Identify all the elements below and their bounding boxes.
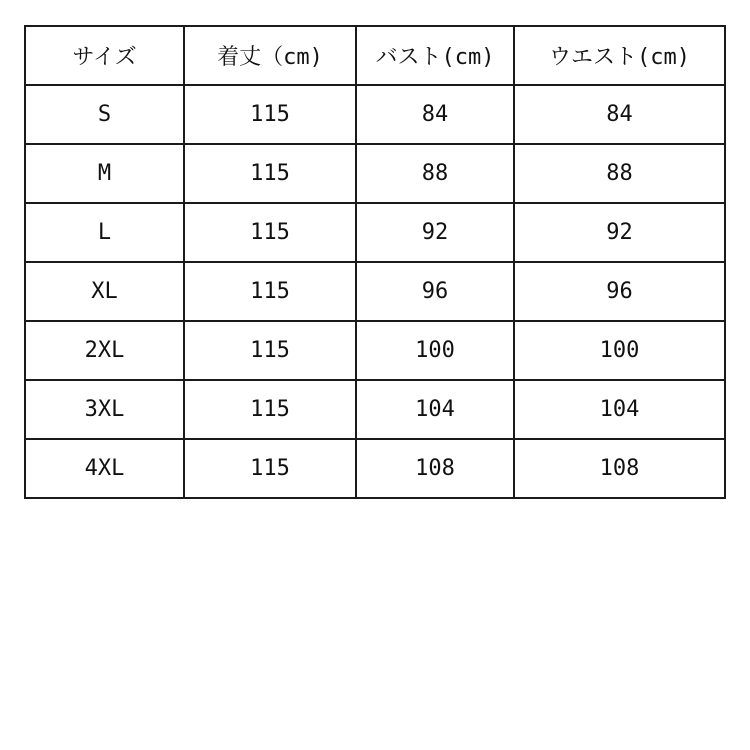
cell-length: 115: [184, 380, 356, 439]
cell-size: L: [25, 203, 184, 262]
header-row: [25, 26, 725, 85]
cell-length: 115: [184, 439, 356, 498]
header-waist: ウエスト(cm): [514, 26, 725, 85]
cell-length: 115: [184, 203, 356, 262]
cell-size: 3XL: [25, 380, 184, 439]
cell-bust: 108: [356, 439, 514, 498]
cell-waist: 108: [514, 439, 725, 498]
cell-length: 115: [184, 262, 356, 321]
cell-size: 2XL: [25, 321, 184, 380]
table-row: [25, 144, 725, 203]
cell-bust: 104: [356, 380, 514, 439]
cell-waist: 100: [514, 321, 725, 380]
table-row: [25, 439, 725, 498]
size-chart-table: [24, 25, 726, 499]
cell-waist: 96: [514, 262, 725, 321]
cell-waist: 92: [514, 203, 725, 262]
cell-bust: 92: [356, 203, 514, 262]
table-row: [25, 85, 725, 144]
header-bust: バスト(cm): [356, 26, 514, 85]
header-size: サイズ: [25, 26, 184, 85]
cell-size: XL: [25, 262, 184, 321]
cell-bust: 84: [356, 85, 514, 144]
cell-waist: 104: [514, 380, 725, 439]
header-length: 着丈（cm): [184, 26, 356, 85]
cell-length: 115: [184, 321, 356, 380]
cell-bust: 88: [356, 144, 514, 203]
cell-waist: 84: [514, 85, 725, 144]
cell-size: S: [25, 85, 184, 144]
cell-bust: 100: [356, 321, 514, 380]
cell-length: 115: [184, 85, 356, 144]
cell-waist: 88: [514, 144, 725, 203]
table-row: [25, 262, 725, 321]
cell-bust: 96: [356, 262, 514, 321]
table-row: [25, 380, 725, 439]
table-row: [25, 321, 725, 380]
cell-size: 4XL: [25, 439, 184, 498]
cell-length: 115: [184, 144, 356, 203]
cell-size: M: [25, 144, 184, 203]
table-row: [25, 203, 725, 262]
